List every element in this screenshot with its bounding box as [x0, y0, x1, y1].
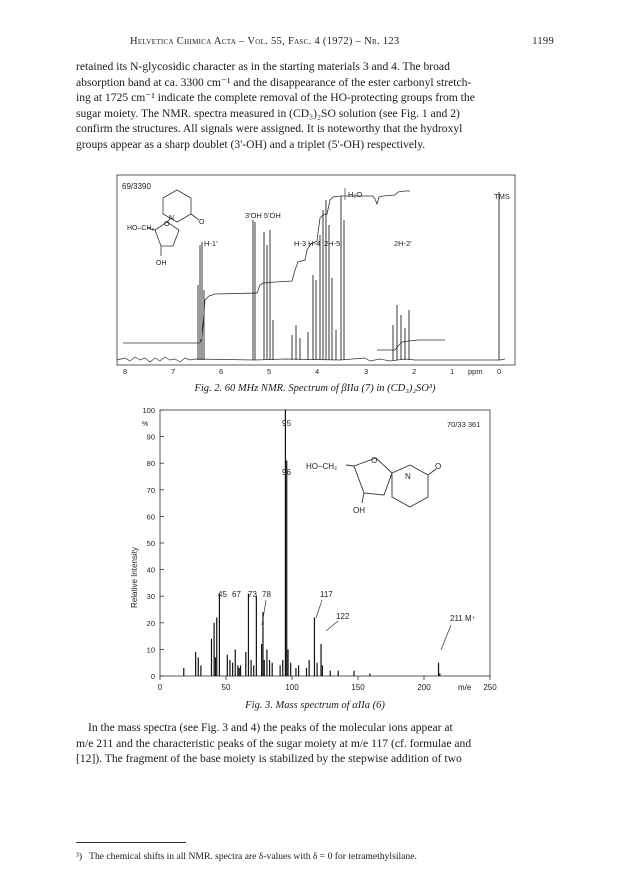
ms-y-label: Relative Intensity [130, 547, 139, 608]
ppm-tick-1: 1 [450, 367, 455, 376]
footnote-text: The chemical shifts in all NMR. spectra are δ-values with δ = 0 for tetramethylsilane. [89, 851, 417, 862]
ms-x-tick-label: 200 [417, 683, 431, 692]
mass-spectrum-figure [120, 403, 520, 701]
ms-y-tick-label: 30 [146, 592, 155, 602]
nmr-structure [147, 190, 199, 256]
nmr-label-h2o: H₂O [348, 190, 363, 199]
nmr-struct-o-ring: O [164, 221, 170, 228]
nmr-struct-hoch2: HO–CH₂ [127, 225, 155, 232]
ms-x-tick-label: 50 [221, 683, 231, 692]
ms-label-211: 211 M⁺ [450, 614, 476, 623]
ms-y-tick-label: 60 [146, 512, 155, 522]
nmr-code: 69/3390 [122, 182, 151, 191]
ms-struct-oh: OH [353, 506, 365, 515]
ms-label-122: 122 [336, 612, 350, 621]
nmr-struct-n: N [169, 215, 175, 222]
ms-y-tick-label: 70 [146, 485, 155, 495]
ppm-tick-8: 8 [123, 367, 128, 376]
ms-label-117: 117 [320, 590, 333, 599]
ms-label-96: 96 [282, 468, 291, 477]
nmr-label-h34: H-3 H-4 [294, 239, 321, 248]
ppm-tick-7: 7 [171, 367, 176, 376]
ms-y-tick-label: 80 [146, 459, 155, 469]
nmr-label-tms: TMS [494, 192, 510, 201]
nmr-baseline [117, 357, 505, 362]
ms-caption: Fig. 3. Mass spectrum of αIIa (6) [245, 700, 385, 711]
ppm-unit: ppm [468, 367, 483, 376]
ppm-tick-6: 6 [219, 367, 224, 376]
ms-label-67: 67 [232, 590, 241, 599]
ms-x-axis [158, 676, 497, 692]
ms-y-tick-label: 40 [146, 565, 155, 575]
ms-struct-o-ring: O [371, 456, 378, 465]
intro-line-6: groups appear as a sharp doublet (3'-OH) and a triplet (5'-OH) respectively. [76, 137, 426, 151]
footnote-mark: ³) [76, 851, 83, 862]
intro-line-4: sugar moiety. The NMR. spectra measured in (CD₃)₂SO solution (see Fig. 1 and 2) [76, 106, 460, 120]
ms-y-axis [142, 406, 164, 681]
ms-structure [346, 458, 436, 507]
ms-x-tick-label: 0 [157, 683, 163, 692]
ms-y-tick-label: 90 [146, 432, 155, 442]
intro-line-2: absorption band at ca. 3300 cm⁻¹ and the disappearance of the ester carbonyl stretch- [76, 75, 472, 89]
ms-label-95: 95 [282, 419, 291, 428]
body-line-1: In the mass spectra (see Fig. 3 and 4) the peaks of the molecular ions appear at [88, 721, 453, 734]
body-paragraph [76, 720, 554, 767]
ms-y-tick-label: 20 [146, 618, 155, 628]
ms-y-tick-label: 10 [146, 645, 155, 655]
nmr-label-h1: H-1' [204, 239, 218, 248]
ms-struct-hoch2: HO–CH₂ [306, 462, 338, 471]
ms-code: 70/33 361 [447, 420, 481, 429]
ms-bars [184, 410, 440, 676]
ppm-tick-5: 5 [267, 367, 272, 376]
ms-y-tick-label: 50 [146, 539, 155, 548]
ms-frame [160, 410, 490, 676]
body-line-2: m/e 211 and the characteristic peaks of the sugar moiety at m/e 117 (cf. formulae and [76, 736, 472, 750]
nmr-label-h5: 2H-5' [324, 239, 342, 248]
nmr-label-oh: 3'OH 5'OH [245, 211, 281, 220]
running-head-title: Helvetica Chimica Acta – Vol. 55, Fasc. 4 (1972) – Nr. 123 [130, 36, 400, 47]
ms-struct-o-keto: O [435, 462, 442, 471]
ms-struct-n: N [405, 472, 411, 481]
ms-x-tick-label: 100 [285, 683, 299, 692]
nmr-spectrum-figure [105, 160, 525, 380]
nmr-caption: Fig. 2. 60 MHz NMR. Spectrum of βIIa (7) in (CD₃)₂SO³) [194, 383, 436, 394]
ms-x-unit: m/e [458, 683, 472, 692]
ms-label-78: 78 [262, 590, 271, 599]
footnote-rule [76, 842, 186, 843]
ms-y-percent: % [142, 421, 149, 428]
ms-x-tick-label: 250 [483, 683, 497, 692]
intro-line-3: ing at 1725 cm⁻¹ indicate the complete removal of the HO-protecting groups from the [76, 91, 475, 105]
ppm-tick-4: 4 [315, 367, 320, 376]
nmr-ppm-axis [123, 367, 501, 376]
nmr-struct-oh: OH [156, 260, 167, 267]
footnote [76, 851, 554, 862]
ms-x-tick-label: 150 [351, 683, 365, 692]
ms-y-tick-label: 100 [142, 406, 155, 415]
ms-y-tick-label: 0 [150, 672, 155, 681]
ppm-tick-3: 3 [364, 367, 369, 376]
nmr-peaks [198, 192, 499, 360]
ppm-tick-2: 2 [412, 367, 417, 376]
intro-paragraph [76, 59, 554, 153]
nmr-label-h2: 2H-2' [394, 239, 412, 248]
intro-line-5: confirm the structures. All signals were assigned. It is noteworthy that the hydroxyl [76, 122, 463, 136]
nmr-struct-o-keto: O [199, 219, 205, 226]
ms-label-73: 73 [248, 590, 257, 599]
ms-label-45: 45 [218, 590, 227, 599]
ppm-tick-0: 0 [497, 367, 502, 376]
page-number: 1199 [532, 36, 554, 47]
body-line-3: [12]). The fragment of the base moiety is stabilized by the stepwise addition of two [76, 752, 462, 766]
intro-line-1: retained its N-glycosidic character as in the starting materials 3 and 4. The broad [76, 60, 450, 73]
